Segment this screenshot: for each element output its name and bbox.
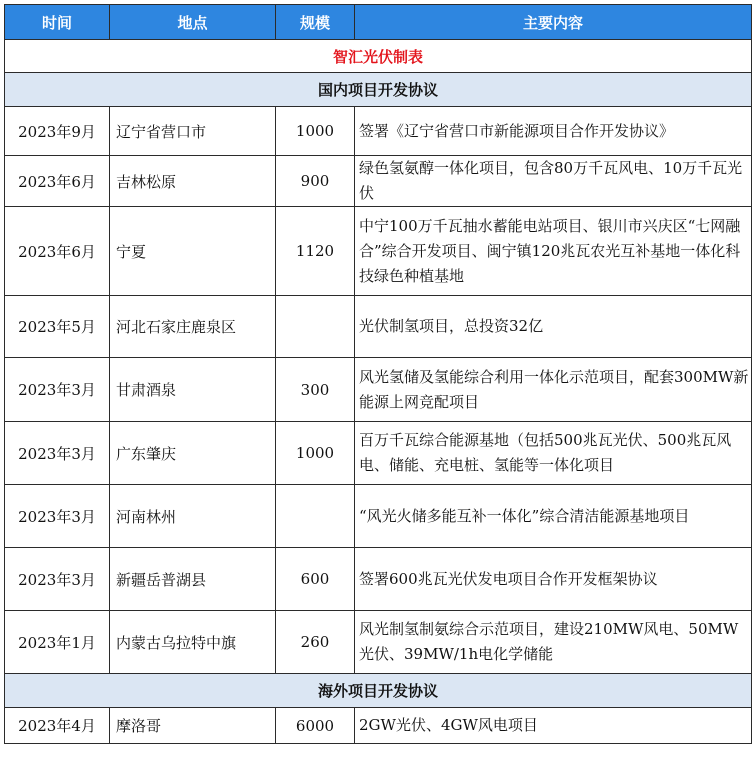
- cell-content: 风光制氢制氨综合示范项目，建设210MW风电、50MW光伏、39MW/1h电化学储能: [355, 611, 752, 674]
- cell-place: 广东肇庆: [110, 422, 276, 485]
- cell-place: 新疆岳普湖县: [110, 548, 276, 611]
- cell-place: 吉林松原: [110, 156, 276, 207]
- cell-content: 百万千瓦综合能源基地（包括500兆瓦光伏、500兆瓦风电、储能、充电桩、氢能等一体化项目: [355, 422, 752, 485]
- cell-time: 2023年5月: [5, 296, 110, 358]
- header-row: [5, 5, 752, 40]
- cell-scale: 300: [276, 358, 355, 422]
- cell-place: 宁夏: [110, 207, 276, 296]
- cell-content: 绿色氢氨醇一体化项目，包含80万千瓦风电、10万千瓦光伏: [355, 156, 752, 207]
- cell-place: 甘肃酒泉: [110, 358, 276, 422]
- table-row: [5, 156, 752, 207]
- cell-place: 摩洛哥: [110, 708, 276, 744]
- cell-scale: 1000: [276, 107, 355, 156]
- cell-scale: [276, 485, 355, 548]
- header-content: 主要内容: [355, 5, 752, 40]
- table-row: [5, 107, 752, 156]
- section-row-domestic: [5, 73, 752, 107]
- cell-scale: [276, 296, 355, 358]
- table-row: [5, 207, 752, 296]
- table-row: [5, 358, 752, 422]
- cell-place: 河北石家庄鹿泉区: [110, 296, 276, 358]
- cell-scale: 600: [276, 548, 355, 611]
- table-row: [5, 485, 752, 548]
- cell-content: 光伏制氢项目，总投资32亿: [355, 296, 752, 358]
- cell-content: 2GW光伏、4GW风电项目: [355, 708, 752, 744]
- table-row: [5, 422, 752, 485]
- cell-place: 辽宁省营口市: [110, 107, 276, 156]
- cell-time: 2023年3月: [5, 548, 110, 611]
- cell-content: 签署600兆瓦光伏发电项目合作开发框架协议: [355, 548, 752, 611]
- cell-time: 2023年4月: [5, 708, 110, 744]
- cell-time: 2023年1月: [5, 611, 110, 674]
- cell-place: 河南林州: [110, 485, 276, 548]
- cell-time: 2023年6月: [5, 207, 110, 296]
- cell-scale: 1000: [276, 422, 355, 485]
- cell-content: 风光氢储及氢能综合利用一体化示范项目，配套300MW新能源上网竞配项目: [355, 358, 752, 422]
- header-time: 时间: [5, 5, 110, 40]
- section-title-overseas: 海外项目开发协议: [5, 674, 752, 708]
- cell-time: 2023年3月: [5, 485, 110, 548]
- table-row: [5, 611, 752, 674]
- section-title-domestic: 国内项目开发协议: [5, 73, 752, 107]
- table-row: [5, 708, 752, 744]
- cell-time: 2023年6月: [5, 156, 110, 207]
- cell-scale: 1120: [276, 207, 355, 296]
- projects-table: [4, 4, 752, 744]
- cell-scale: 260: [276, 611, 355, 674]
- table-title: 智汇光伏制表: [5, 40, 752, 73]
- cell-content: 签署《辽宁省营口市新能源项目合作开发协议》: [355, 107, 752, 156]
- cell-scale: 6000: [276, 708, 355, 744]
- cell-time: 2023年3月: [5, 422, 110, 485]
- cell-place: 内蒙古乌拉特中旗: [110, 611, 276, 674]
- cell-content: “风光火储多能互补一体化”综合清洁能源基地项目: [355, 485, 752, 548]
- cell-scale: 900: [276, 156, 355, 207]
- table-title-row: [5, 40, 752, 73]
- cell-time: 2023年3月: [5, 358, 110, 422]
- header-scale: 规模: [276, 5, 355, 40]
- cell-time: 2023年9月: [5, 107, 110, 156]
- table-row: [5, 548, 752, 611]
- header-place: 地点: [110, 5, 276, 40]
- table-row: [5, 296, 752, 358]
- section-row-overseas: [5, 674, 752, 708]
- cell-content: 中宁100万千瓦抽水蓄能电站项目、银川市兴庆区“七网融合”综合开发项目、闽宁镇120兆瓦农光互补基地一体化科技绿色种植基地: [355, 207, 752, 296]
